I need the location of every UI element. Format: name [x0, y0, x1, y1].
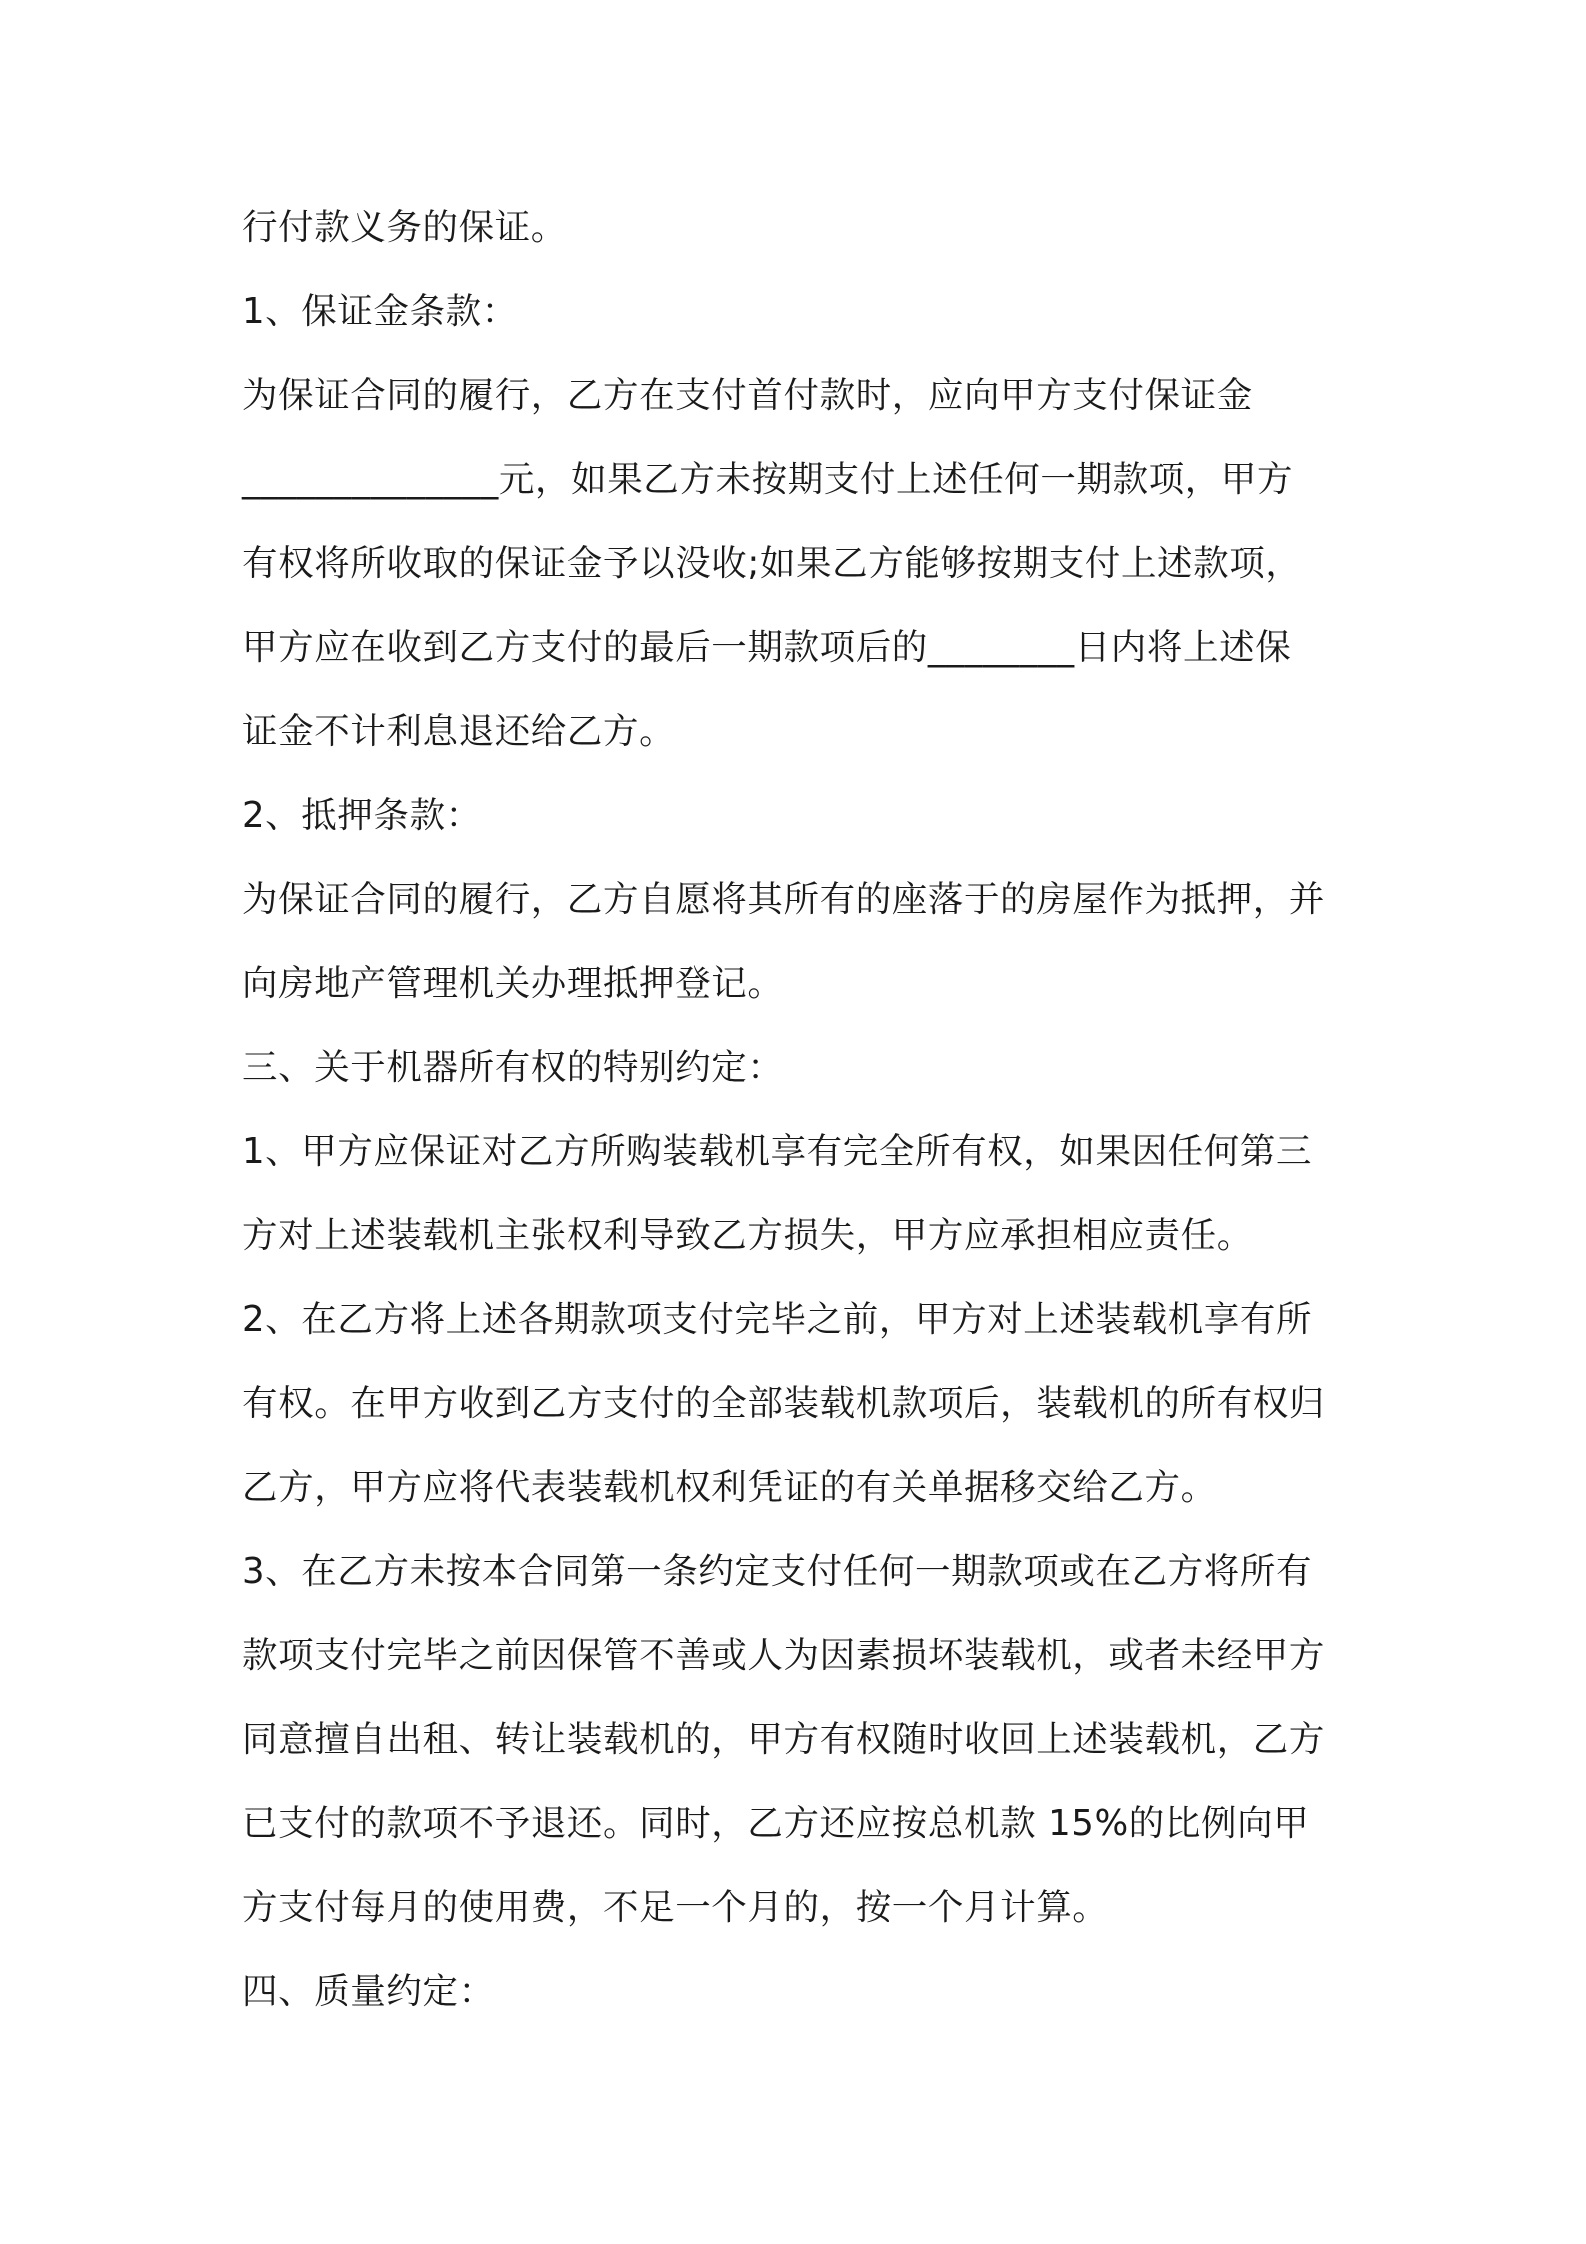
text-line: 乙方，甲方应将代表装载机权利凭证的有关单据移交给乙方。: [242, 1467, 1217, 1508]
text-line: 有权。在甲方收到乙方支付的全部装载机款项后，装载机的所有权归: [242, 1383, 1326, 1424]
text-line: 2、在乙方将上述各期款项支付完毕之前，甲方对上述装载机享有所: [242, 1299, 1313, 1340]
section-heading-mortgage-clause: 2、抵押条款：: [242, 795, 482, 836]
text-line: 3、在乙方未按本合同第一条约定支付任何一期款项或在乙方将所有: [242, 1551, 1313, 1592]
section-heading-deposit-clause: 1、保证金条款：: [242, 291, 518, 332]
section-heading-quality: 四、质量约定：: [242, 1971, 495, 2012]
text-line: 行付款义务的保证。: [242, 207, 567, 248]
section-heading-ownership: 三、关于机器所有权的特别约定：: [242, 1047, 784, 1088]
text-line: 向房地产管理机关办理抵押登记。: [242, 963, 784, 1004]
text-line: 同意擅自出租、转让装载机的，甲方有权随时收回上述装载机，乙方: [242, 1719, 1326, 1760]
text-line: 甲方应在收到乙方支付的最后一期款项后的________日内将上述保: [242, 627, 1292, 668]
text-line: 有权将所收取的保证金予以没收;如果乙方能够按期支付上述款项，: [242, 543, 1302, 584]
text-line: 为保证合同的履行，乙方自愿将其所有的座落于的房屋作为抵押，并: [242, 879, 1326, 920]
text-line: 为保证合同的履行，乙方在支付首付款时，应向甲方支付保证金: [242, 375, 1253, 416]
text-line: 已支付的款项不予退还。同时，乙方还应按总机款 15%的比例向甲: [242, 1803, 1310, 1844]
text-line: 1、甲方应保证对乙方所购装载机享有完全所有权，如果因任何第三: [242, 1131, 1313, 1172]
text-line: 款项支付完毕之前因保管不善或人为因素损坏装载机，或者未经甲方: [242, 1635, 1326, 1676]
text-line: 方对上述装载机主张权利导致乙方损失，甲方应承担相应责任。: [242, 1215, 1253, 1256]
text-line: 方支付每月的使用费，不足一个月的，按一个月计算。: [242, 1887, 1109, 1928]
text-line: ______________元，如果乙方未按期支付上述任何一期款项，甲方: [242, 459, 1294, 500]
text-line: 证金不计利息退还给乙方。: [242, 711, 676, 752]
